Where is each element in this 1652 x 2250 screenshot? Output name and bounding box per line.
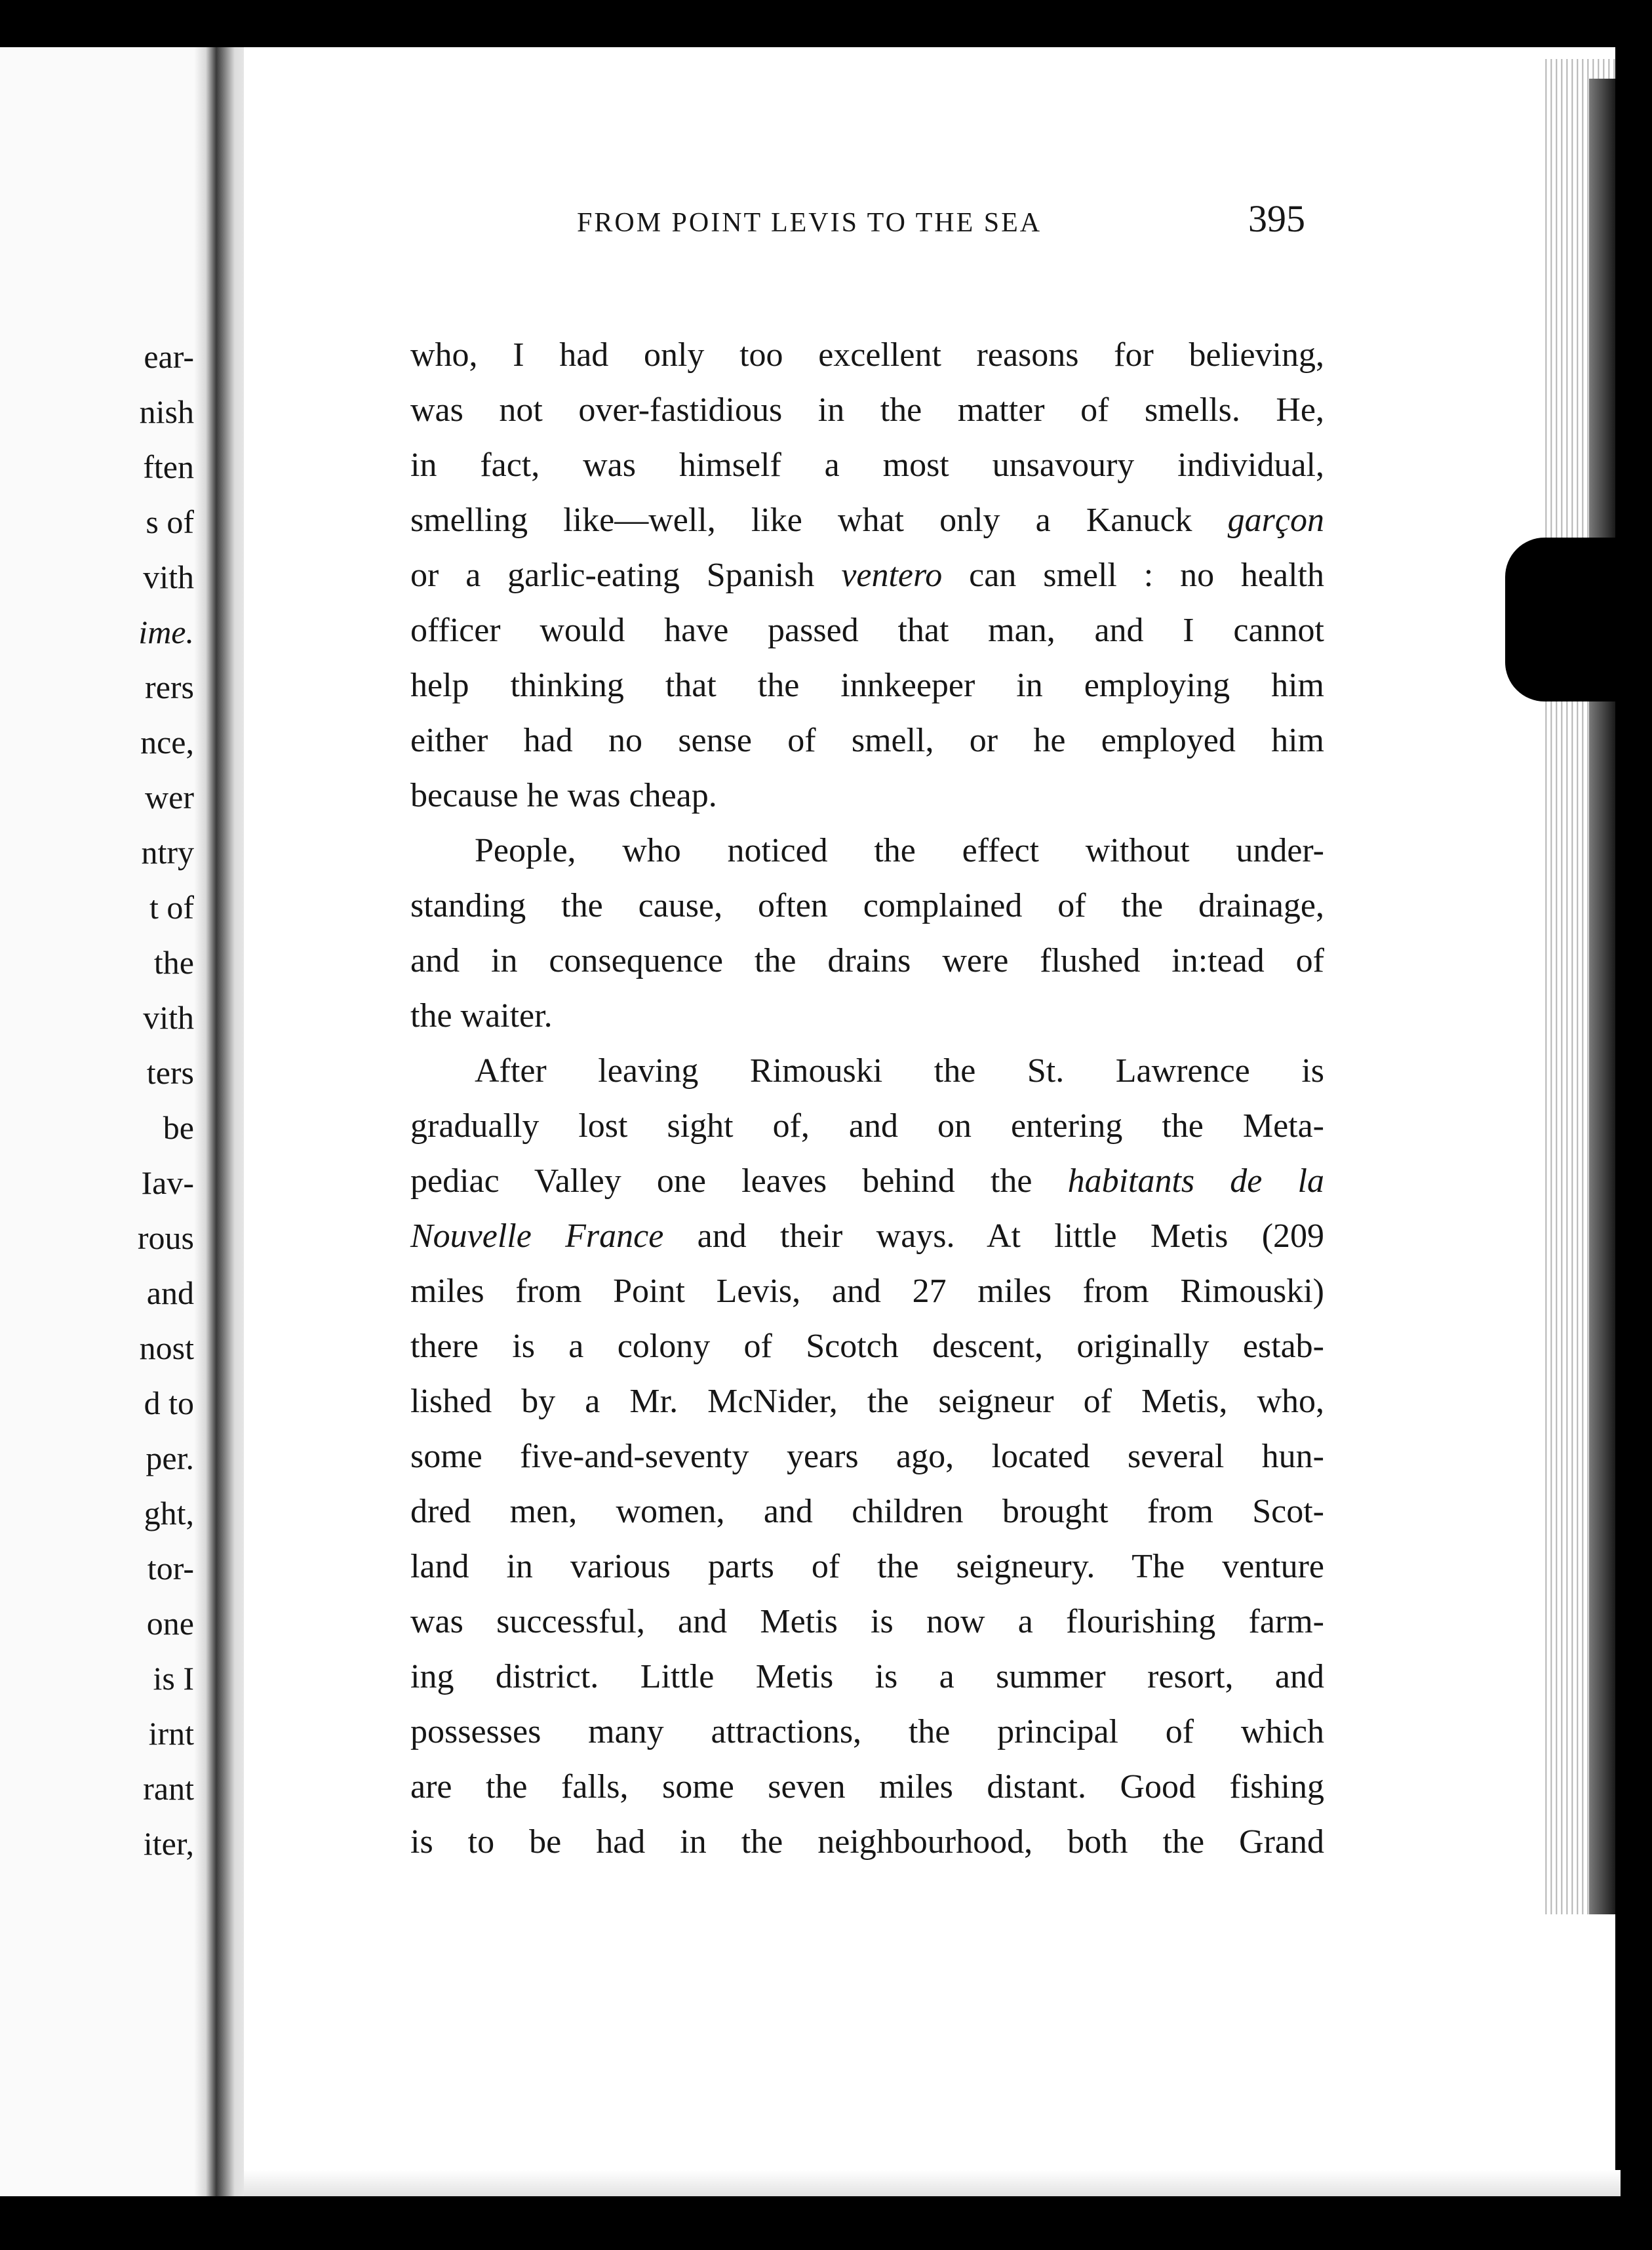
text-line xyxy=(410,1649,1324,1705)
facing-page-line: ght, xyxy=(144,1495,194,1531)
italic-text: habitants de la xyxy=(1067,1162,1324,1200)
text-segment: After leaving Rimouski the St. Lawrence is xyxy=(475,1052,1324,1090)
facing-page-line: ften xyxy=(143,448,194,485)
text-line xyxy=(410,1705,1324,1760)
facing-page-line: rant xyxy=(143,1770,194,1807)
text-line xyxy=(410,438,1324,493)
text-segment: miles from Point Levis, and 27 miles from Rimouski) xyxy=(410,1273,1324,1310)
facing-page-line: tor- xyxy=(147,1550,194,1587)
facing-page-line: nish xyxy=(139,393,194,430)
text-segment: lished by a Mr. McNider, the seigneur of Metis, who, xyxy=(410,1383,1324,1420)
text-line xyxy=(410,328,1324,383)
facing-page-line: ear- xyxy=(144,338,194,375)
text-line xyxy=(410,1539,1324,1594)
text-line xyxy=(410,1429,1324,1484)
text-line xyxy=(410,383,1324,438)
text-line xyxy=(410,1484,1324,1539)
text-line xyxy=(410,1044,1324,1099)
text-segment: officer would have passed that man, and I cannot xyxy=(410,612,1324,649)
facing-page-line: per. xyxy=(146,1440,194,1476)
facing-page-line: Iav- xyxy=(141,1164,194,1201)
facing-page-line: rers xyxy=(145,669,194,705)
italic-text: garçon xyxy=(1227,502,1324,539)
facing-page-line: d to xyxy=(144,1385,194,1421)
facing-page-line: rous xyxy=(137,1219,194,1256)
facing-page-line: nost xyxy=(139,1330,194,1366)
text-line xyxy=(410,548,1324,603)
text-segment: smelling like—well, like what only a Kanuck xyxy=(410,502,1228,539)
facing-page-line: ntry xyxy=(141,834,194,871)
text-line xyxy=(410,823,1324,878)
text-segment: People, who noticed the effect without under- xyxy=(475,832,1324,869)
facing-page-text xyxy=(0,329,194,1871)
text-segment: land in various parts of the seigneury. The venture xyxy=(410,1548,1324,1585)
text-segment: the waiter. xyxy=(410,997,553,1035)
text-line xyxy=(410,1760,1324,1815)
text-line xyxy=(410,989,1324,1044)
text-segment: possesses many attractions, the principal of which xyxy=(410,1713,1324,1750)
text-line xyxy=(410,1154,1324,1209)
text-line xyxy=(410,603,1324,658)
text-segment: pediac Valley one leaves behind the xyxy=(410,1162,1068,1200)
thumb-shadow xyxy=(1505,538,1617,701)
facing-page-line: and xyxy=(146,1274,194,1311)
text-segment: can smell : no health xyxy=(942,557,1324,594)
text-line xyxy=(410,1319,1324,1374)
facing-page-line: ters xyxy=(146,1054,194,1091)
scan-border-top xyxy=(0,0,1652,47)
facing-page-line: iter, xyxy=(143,1825,194,1862)
text-segment: help thinking that the innkeeper in employing him xyxy=(410,667,1324,704)
text-segment: are the falls, some seven miles distant. Good fishing xyxy=(410,1768,1324,1806)
text-segment: who, I had only too excellent reasons for believing, xyxy=(410,336,1324,374)
text-segment: gradually lost sight of, and on entering the Meta- xyxy=(410,1107,1324,1145)
facing-page-line: be xyxy=(163,1109,194,1146)
text-segment: or a garlic-eating Spanish xyxy=(410,557,842,594)
text-line xyxy=(410,1209,1324,1264)
body-text xyxy=(410,328,1324,1870)
text-segment: there is a colony of Scotch descent, originally estab- xyxy=(410,1328,1324,1365)
text-segment: some five-and-seventy years ago, located several hun- xyxy=(410,1438,1324,1475)
facing-page-line: vith xyxy=(143,559,194,595)
facing-page-line: one xyxy=(146,1605,194,1642)
facing-page-line: t of xyxy=(149,889,194,926)
page-number: 395 xyxy=(1248,197,1305,240)
text-segment: dred men, women, and children brought from Scot- xyxy=(410,1493,1324,1530)
text-segment: either had no sense of smell, or he employed him xyxy=(410,722,1324,759)
italic-text: Nouvelle France xyxy=(410,1217,664,1255)
text-line xyxy=(410,1099,1324,1154)
text-line xyxy=(410,658,1324,713)
text-segment: and their ways. At little Metis (209 xyxy=(663,1217,1325,1255)
facing-page-line: vith xyxy=(143,999,194,1036)
text-segment: in fact, was himself a most unsavoury individual, xyxy=(410,446,1324,484)
text-segment: and in consequence the drains were flushed in:tead of xyxy=(410,942,1324,979)
facing-page-line: irnt xyxy=(148,1715,194,1752)
italic-text: ventero xyxy=(841,557,943,594)
text-segment: is to be had in the neighbourhood, both the Grand xyxy=(410,1823,1324,1861)
page-bottom-edge xyxy=(244,2170,1621,2196)
text-line xyxy=(410,1264,1324,1319)
text-line xyxy=(410,878,1324,934)
running-head: FROM POINT LEVIS TO THE SEA xyxy=(577,208,1042,238)
text-segment: ing district. Little Metis is a summer resort, and xyxy=(410,1658,1324,1695)
text-segment: was not over-fastidious in the matter of smells. He, xyxy=(410,391,1324,429)
text-segment: because he was cheap. xyxy=(410,777,717,814)
text-line xyxy=(410,934,1324,989)
facing-page-line: s of xyxy=(146,503,194,540)
text-line xyxy=(410,493,1324,548)
scan-border-right xyxy=(1615,47,1652,2196)
facing-page-line: wer xyxy=(145,779,194,816)
text-segment: was successful, and Metis is now a flourishing farm- xyxy=(410,1603,1324,1640)
facing-page-line: is I xyxy=(153,1660,194,1697)
scan-border-bottom xyxy=(0,2196,1652,2250)
text-line xyxy=(410,1374,1324,1429)
text-line xyxy=(410,1594,1324,1649)
facing-page-line: nce, xyxy=(140,724,194,760)
facing-page-left xyxy=(0,47,210,2196)
text-line xyxy=(410,768,1324,823)
text-line xyxy=(410,713,1324,768)
facing-page-line: the xyxy=(153,944,194,981)
text-segment: standing the cause, often complained of the drainage, xyxy=(410,887,1324,924)
facing-page-line: ime. xyxy=(138,614,194,650)
text-line xyxy=(410,1815,1324,1870)
page-edges-shadow xyxy=(1589,79,1615,1914)
